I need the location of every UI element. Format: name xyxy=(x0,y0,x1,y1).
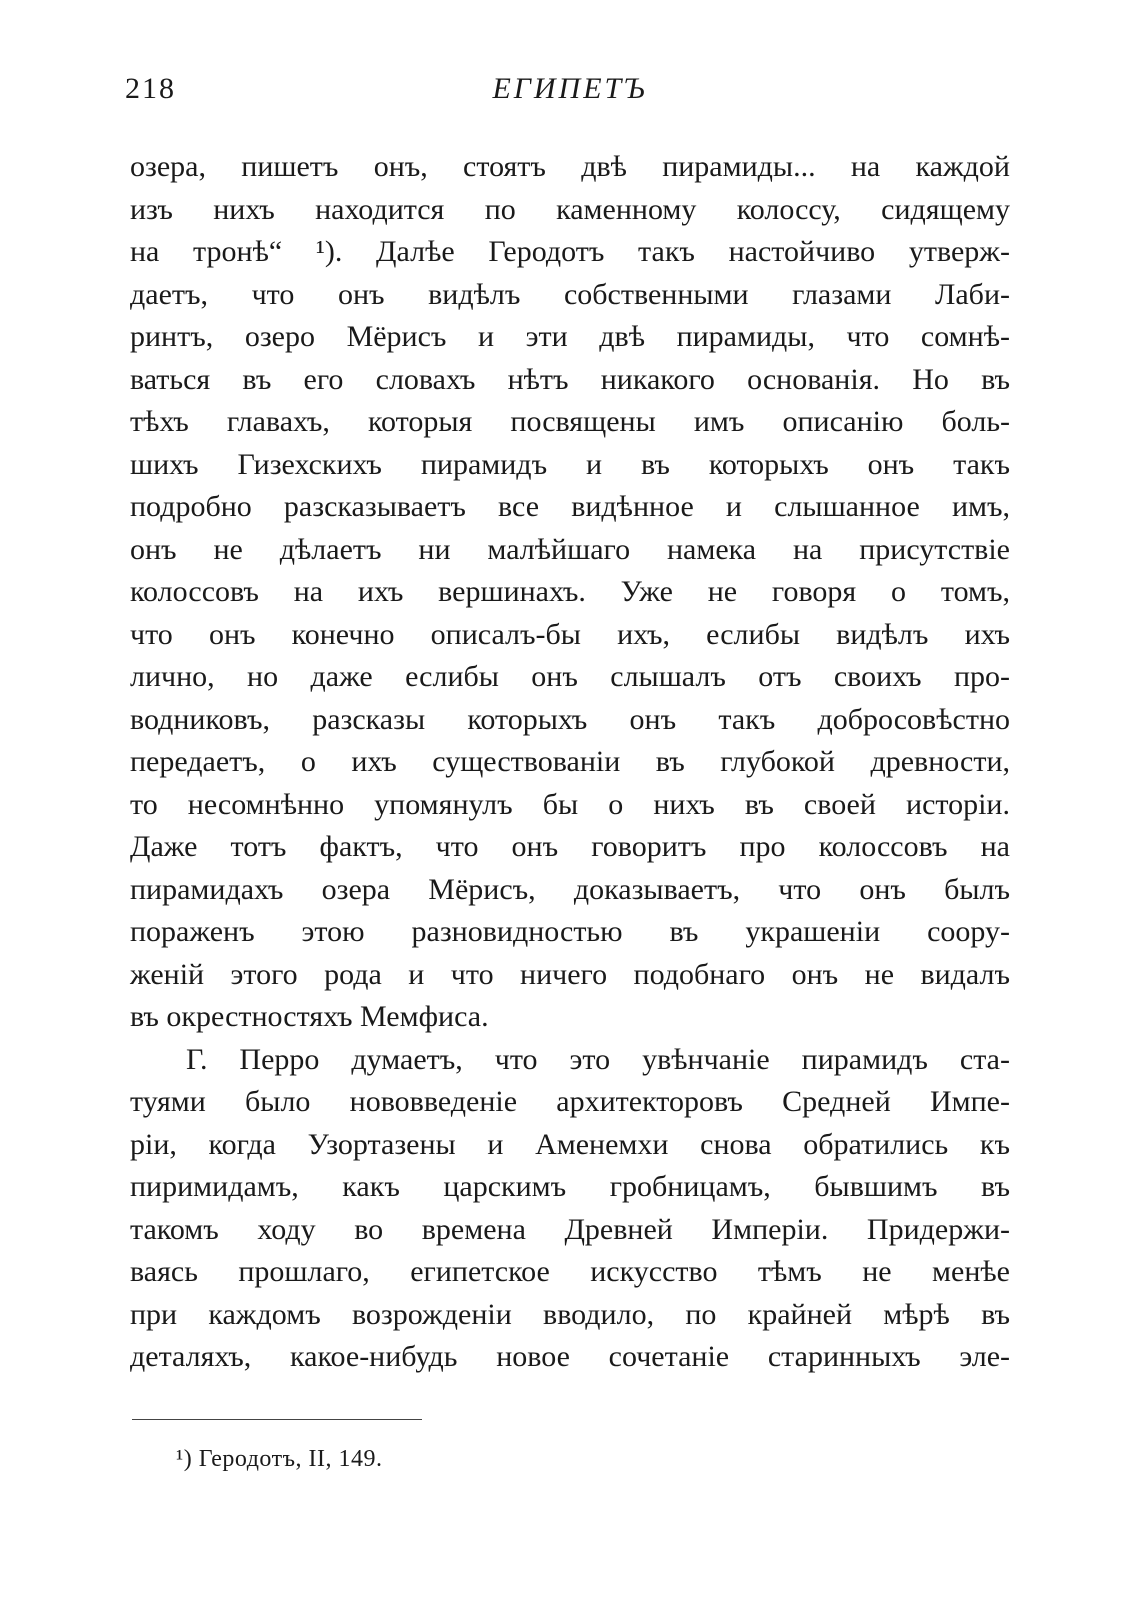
footnote-marker: ¹) xyxy=(176,1446,193,1472)
text-line: озера, пишетъ онъ, стоятъ двѣ пирамиды... на каждой xyxy=(130,150,1010,183)
text-line: пирамидахъ озера Мёрисъ, доказываетъ, что онъ былъ xyxy=(130,872,1010,906)
text-line: пиримидамъ, какъ царскимъ гробницамъ, бывшимъ въ xyxy=(130,1170,1010,1203)
text-line: тѣхъ главахъ, которыя посвящены имъ описанію боль- xyxy=(130,405,1010,438)
text-line: передаетъ, о ихъ существованіи въ глубокой древности, xyxy=(130,745,1010,778)
text-line: онъ не дѣлаетъ ни малѣйшаго намека на присутствіе xyxy=(130,532,1010,566)
running-title: ЕГИПЕТЪ xyxy=(492,72,648,105)
footnote-text: Геродотъ, II, 149. xyxy=(198,1446,383,1472)
text-line: подробно разсказываетъ все видѣнное и слышанное имъ, xyxy=(130,490,1010,523)
text-line: изъ нихъ находится по каменному колоссу, сидящему xyxy=(130,192,1010,226)
text-line: деталяхъ, какое-нибудь новое сочетаніе старинныхъ эле- xyxy=(130,1340,1010,1373)
text-line: то несомнѣнно упомянулъ бы о нихъ въ своей исторіи. xyxy=(130,787,1010,821)
text-line: такомъ ходу во времена Древней Имперіи. Придержи- xyxy=(130,1212,1010,1246)
text-line: на тронѣ“ ¹). Далѣе Геродотъ такъ настойчиво утверж- xyxy=(130,235,1010,268)
text-line: даетъ, что онъ видѣлъ собственными глазами Лаби- xyxy=(130,277,1010,311)
text-line: Даже тотъ фактъ, что онъ говоритъ про колоссовъ на xyxy=(130,830,1010,863)
text-line: туями было нововведеніе архитекторовъ Средней Импе- xyxy=(130,1085,1010,1118)
text-line-paragraph-end: въ окрестностяхъ Мемфиса. xyxy=(130,1000,489,1033)
text-line: шихъ Гизехскихъ пирамидъ и въ которыхъ онъ такъ xyxy=(130,447,1010,481)
text-line: водниковъ, разсказы которыхъ онъ такъ добросовѣстно xyxy=(130,702,1010,736)
body-text xyxy=(130,146,1010,1379)
text-line: женій этого рода и что ничего подобнаго онъ не видалъ xyxy=(130,957,1010,991)
footnote xyxy=(176,1446,382,1473)
text-line: ринтъ, озеро Мёрисъ и эти двѣ пирамиды, что сомнѣ- xyxy=(130,320,1010,353)
text-line: пораженъ этою разновидностью въ украшеніи соору- xyxy=(130,915,1010,948)
text-line: ріи, когда Узортазены и Аменемхи снова обратились къ xyxy=(130,1127,1010,1161)
text-line: что онъ конечно описалъ-бы ихъ, еслибы видѣлъ ихъ xyxy=(130,617,1010,651)
footnote-divider xyxy=(132,1419,422,1420)
text-line: ваясь прошлаго, египетское искусство тѣмъ не менѣе xyxy=(130,1255,1010,1288)
text-line: при каждомъ возрожденіи вводило, по крайней мѣрѣ въ xyxy=(130,1297,1010,1331)
text-line: колоссовъ на ихъ вершинахъ. Уже не говоря о томъ, xyxy=(130,575,1010,608)
text-line: лично, но даже еслибы онъ слышалъ отъ своихъ про- xyxy=(130,660,1010,693)
text-line-paragraph-start: Г. Перро думаетъ, что это увѣнчаніе пирамидъ ста- xyxy=(186,1042,1010,1076)
text-line: ваться въ его словахъ нѣтъ никакого основанія. Но въ xyxy=(130,362,1010,396)
page-number: 218 xyxy=(125,72,176,105)
